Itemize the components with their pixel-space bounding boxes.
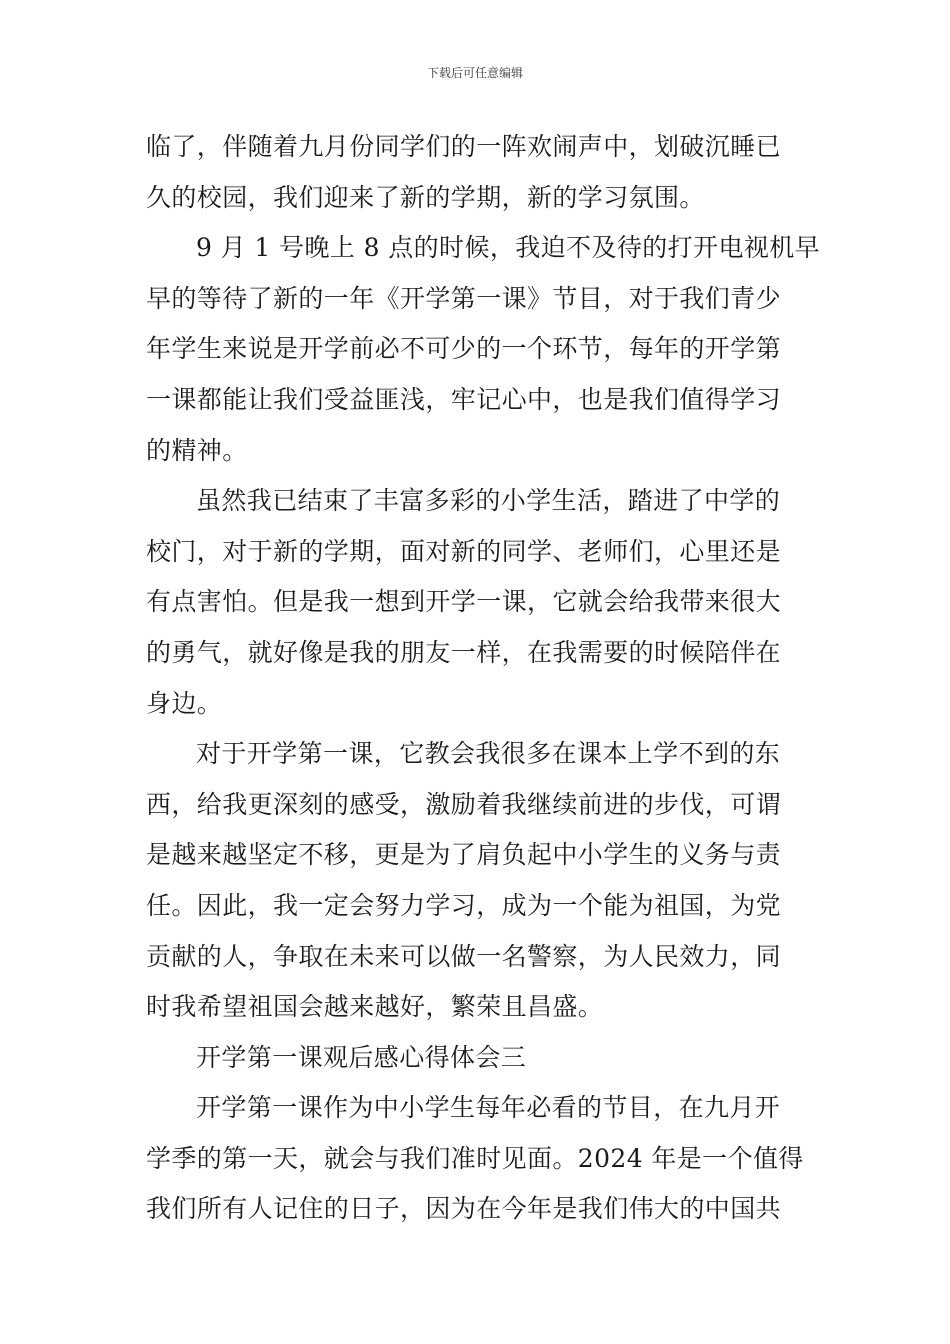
- page-header: 下载后可任意编辑: [426, 66, 523, 80]
- text-line: 我们所有人记住的日子，因为在今年是我们伟大的中国共: [146, 1194, 782, 1224]
- text-line: 身边。: [146, 688, 223, 718]
- section-heading: 开学第一课观后感心得体会三: [196, 1042, 527, 1072]
- text-line: 临了，伴随着九月份同学们的一阵欢闹声中，划破沉睡已: [146, 132, 782, 161]
- text-line: 时我希望祖国会越来越好，繁荣且昌盛。: [146, 992, 604, 1022]
- text-line: 开学第一课作为中小学生每年必看的节目，在九月开: [196, 1093, 781, 1123]
- text-line: 有点害怕。但是我一想到开学一课，它就会给我带来很大: [146, 587, 782, 617]
- text-line: 任。因此，我一定会努力学习，成为一个能为祖国，为党: [146, 890, 782, 920]
- text-line: 9 月 1 号晚上 8 点的时候，我迫不及待的打开电视机早: [196, 233, 821, 263]
- text-line: 的精神。: [146, 435, 248, 465]
- text-line: 贡献的人，争取在未来可以做一名警察，为人民效力，同: [146, 941, 782, 971]
- text-line: 学季的第一天，就会与我们准时见面。2024 年是一个值得: [146, 1143, 804, 1173]
- text-line: 对于开学第一课，它教会我很多在课本上学不到的东: [196, 739, 781, 769]
- text-line: 校门，对于新的学期，面对新的同学、老师们，心里还是: [146, 536, 782, 566]
- text-line: 一课都能让我们受益匪浅，牢记心中，也是我们值得学习: [146, 384, 782, 414]
- text-line: 虽然我已结束了丰富多彩的小学生活，踏进了中学的: [196, 486, 781, 516]
- body-text: [146, 122, 821, 1235]
- text-line: 久的校园，我们迎来了新的学期，新的学习氛围。: [146, 182, 705, 212]
- text-line: 的勇气，就好像是我的朋友一样，在我需要的时候陪伴在: [146, 637, 782, 667]
- text-line: 年学生来说是开学前必不可少的一个环节，每年的开学第: [146, 334, 782, 364]
- text-line: 是越来越坚定不移，更是为了肩负起中小学生的义务与责: [146, 840, 782, 870]
- text-line: 西，给我更深刻的感受，激励着我继续前进的步伐，可谓: [146, 789, 782, 819]
- text-line: 早的等待了新的一年《开学第一课》节目，对于我们青少: [146, 283, 782, 313]
